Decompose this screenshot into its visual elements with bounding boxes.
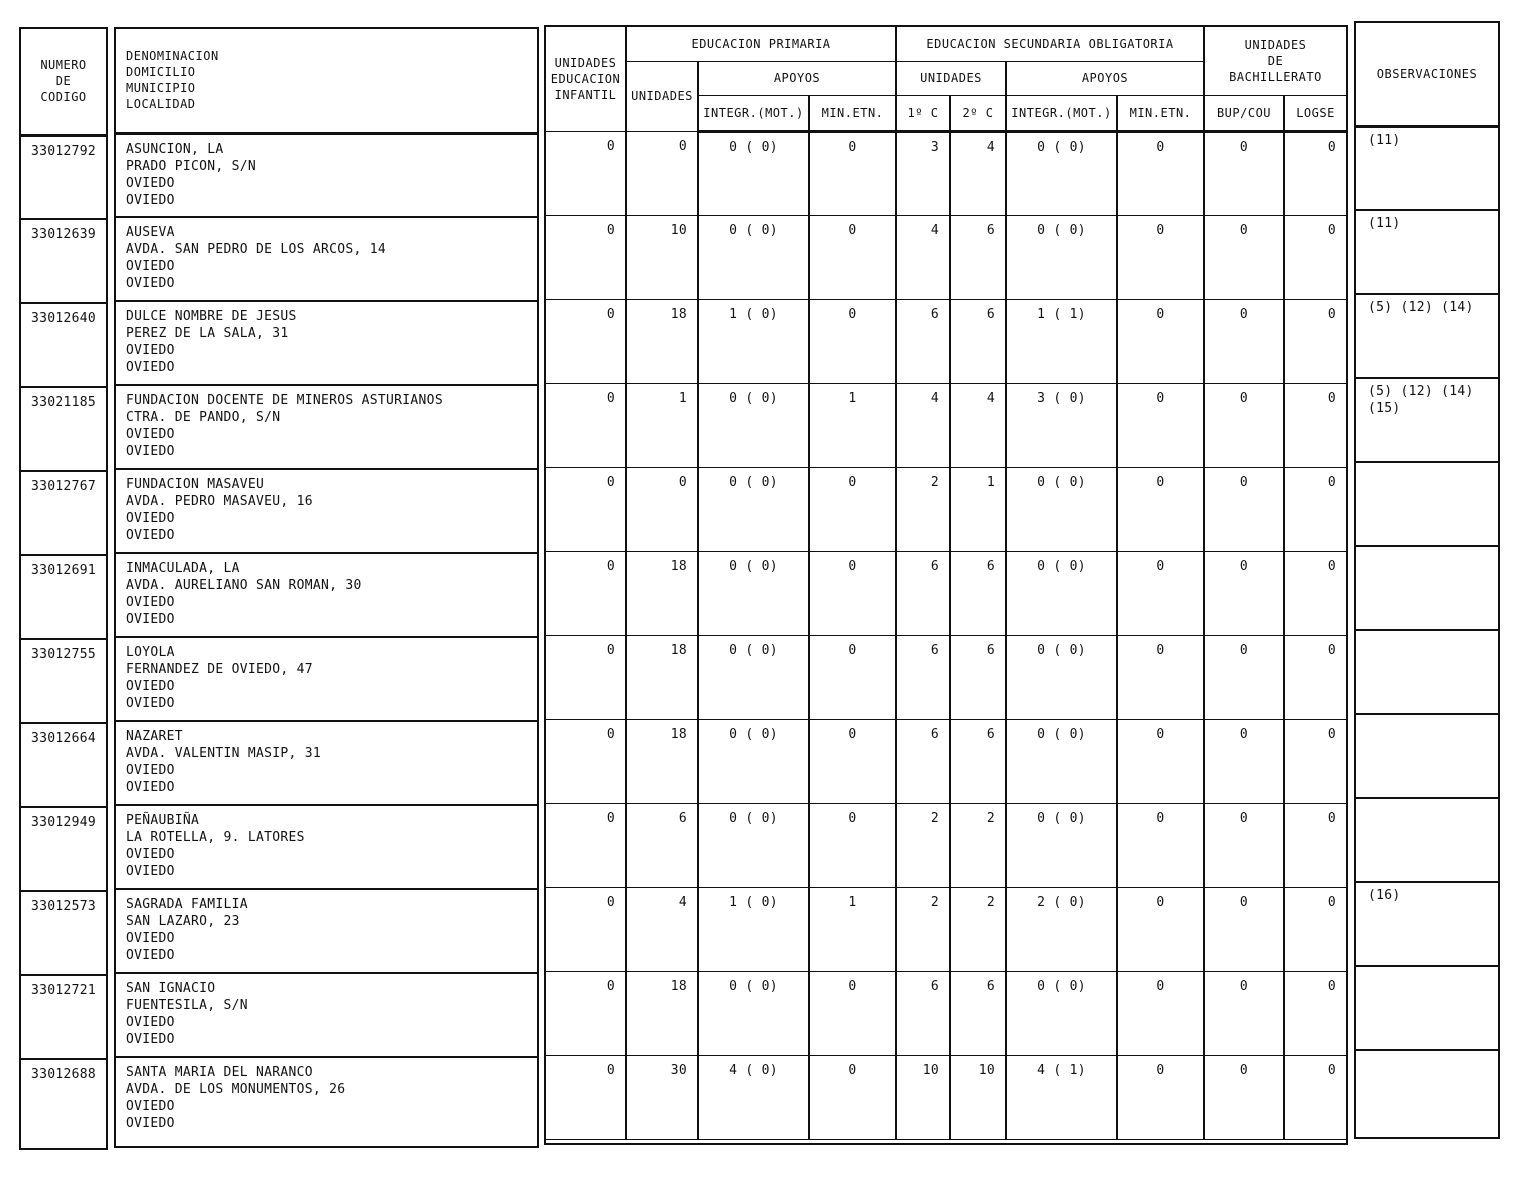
primaria-minetn: 0 bbox=[809, 551, 896, 635]
school-localidad: OVIEDO bbox=[126, 1116, 175, 1131]
observaciones-value bbox=[1356, 966, 1498, 1050]
bach-logse: 0 bbox=[1284, 467, 1346, 551]
eso-minetn: 0 bbox=[1117, 551, 1204, 635]
infantil-units: 0 bbox=[546, 551, 626, 635]
infantil-units: 0 bbox=[546, 719, 626, 803]
eso-minetn: 0 bbox=[1117, 803, 1204, 887]
eso-integr: 0 ( 0) bbox=[1006, 131, 1117, 215]
school-row bbox=[116, 805, 537, 889]
school-name: DULCE NOMBRE DE JESUS bbox=[126, 309, 297, 324]
school-municipio: OVIEDO bbox=[126, 847, 175, 862]
school-address-cell bbox=[116, 637, 537, 721]
eso-integr: 0 ( 0) bbox=[1006, 551, 1117, 635]
school-address: AVDA. PEDRO MASAVEU, 16 bbox=[126, 494, 313, 509]
primaria-integr: 0 ( 0) bbox=[698, 467, 809, 551]
units-row bbox=[546, 971, 1346, 1055]
infantil-units: 0 bbox=[546, 887, 626, 971]
observaciones-row bbox=[1356, 546, 1498, 630]
units-row bbox=[546, 551, 1346, 635]
center-code: 33012721 bbox=[21, 975, 106, 1059]
units-row bbox=[546, 887, 1346, 971]
eso-integr-header: INTEGR.(MOT.) bbox=[1006, 95, 1117, 131]
eso-1c-units: 3 bbox=[896, 131, 950, 215]
center-code: 33012767 bbox=[21, 471, 106, 555]
center-code: 33012639 bbox=[21, 219, 106, 303]
school-localidad: OVIEDO bbox=[126, 948, 175, 963]
school-address-cell bbox=[116, 553, 537, 637]
eso-minetn: 0 bbox=[1117, 131, 1204, 215]
code-column bbox=[21, 29, 106, 1143]
code-row bbox=[21, 387, 106, 471]
eso-minetn-header: MIN.ETN. bbox=[1117, 95, 1204, 131]
infantil-units: 0 bbox=[546, 215, 626, 299]
school-municipio: OVIEDO bbox=[126, 763, 175, 778]
primaria-integr: 0 ( 0) bbox=[698, 635, 809, 719]
school-name: FUNDACION DOCENTE DE MINEROS ASTURIANOS bbox=[126, 393, 443, 408]
school-municipio: OVIEDO bbox=[126, 427, 175, 442]
units-row bbox=[546, 1055, 1346, 1139]
primaria-minetn: 0 bbox=[809, 467, 896, 551]
school-name: SAGRADA FAMILIA bbox=[126, 897, 248, 912]
code-header-line-1: NUMERO bbox=[40, 58, 87, 73]
primaria-units: 10 bbox=[626, 215, 698, 299]
eso-integr: 0 ( 0) bbox=[1006, 971, 1117, 1055]
school-row bbox=[116, 553, 537, 637]
observaciones-row bbox=[1356, 378, 1498, 462]
school-localidad: OVIEDO bbox=[126, 360, 175, 375]
infantil-units: 0 bbox=[546, 467, 626, 551]
primaria-integr: 0 ( 0) bbox=[698, 719, 809, 803]
name-header-line-2: DOMICILIO bbox=[126, 65, 196, 80]
eso-integr: 2 ( 0) bbox=[1006, 887, 1117, 971]
bach-logse: 0 bbox=[1284, 719, 1346, 803]
code-header bbox=[21, 29, 106, 135]
school-address: FUENTESILA, S/N bbox=[126, 998, 248, 1013]
school-address: LA ROTELLA, 9. LATORES bbox=[126, 830, 305, 845]
school-municipio: OVIEDO bbox=[126, 679, 175, 694]
primaria-minetn-header: MIN.ETN. bbox=[809, 95, 896, 131]
observaciones-value bbox=[1356, 714, 1498, 798]
school-localidad: OVIEDO bbox=[126, 1032, 175, 1047]
eso-1c-units: 4 bbox=[896, 215, 950, 299]
school-localidad: OVIEDO bbox=[126, 864, 175, 879]
school-localidad: OVIEDO bbox=[126, 612, 175, 627]
school-row bbox=[116, 889, 537, 973]
school-address: AVDA. SAN PEDRO DE LOS ARCOS, 14 bbox=[126, 242, 387, 257]
eso-1c-units: 6 bbox=[896, 635, 950, 719]
school-name: AUSEVA bbox=[126, 225, 175, 240]
bach-logse: 0 bbox=[1284, 299, 1346, 383]
school-localidad: OVIEDO bbox=[126, 528, 175, 543]
primaria-integr: 1 ( 0) bbox=[698, 887, 809, 971]
primaria-units: 0 bbox=[626, 131, 698, 215]
observaciones-value: (11) bbox=[1356, 210, 1498, 294]
school-name: PEÑAUBIÑA bbox=[126, 813, 200, 828]
school-address: SAN LAZARO, 23 bbox=[126, 914, 240, 929]
school-name: INMACULADA, LA bbox=[126, 561, 240, 576]
primaria-minetn: 0 bbox=[809, 299, 896, 383]
primaria-minetn: 1 bbox=[809, 887, 896, 971]
school-address-cell bbox=[116, 721, 537, 805]
bach-bupcou: 0 bbox=[1204, 719, 1284, 803]
name-header-line-1: DENOMINACION bbox=[126, 49, 219, 64]
school-address: CTRA. DE PANDO, S/N bbox=[126, 410, 281, 425]
bach-bupcou: 0 bbox=[1204, 299, 1284, 383]
bach-bupcou: 0 bbox=[1204, 635, 1284, 719]
school-municipio: OVIEDO bbox=[126, 1015, 175, 1030]
school-municipio: OVIEDO bbox=[126, 343, 175, 358]
bach-logse: 0 bbox=[1284, 131, 1346, 215]
primaria-units: 4 bbox=[626, 887, 698, 971]
observaciones-value bbox=[1356, 1050, 1498, 1134]
school-localidad: OVIEDO bbox=[126, 276, 175, 291]
primaria-units: 6 bbox=[626, 803, 698, 887]
eso-1c-units: 10 bbox=[896, 1055, 950, 1139]
school-address-cell bbox=[116, 385, 537, 469]
eso-minetn: 0 bbox=[1117, 299, 1204, 383]
eso-2c-units: 4 bbox=[950, 383, 1006, 467]
eso-integr: 1 ( 1) bbox=[1006, 299, 1117, 383]
code-row bbox=[21, 639, 106, 723]
code-column-block bbox=[19, 27, 108, 1150]
school-row bbox=[116, 217, 537, 301]
code-header-line-3: CODIGO bbox=[40, 90, 87, 105]
school-municipio: OVIEDO bbox=[126, 1099, 175, 1114]
observaciones-column bbox=[1356, 23, 1498, 1134]
school-row bbox=[116, 721, 537, 805]
eso-integr: 0 ( 0) bbox=[1006, 635, 1117, 719]
eso-2c-header: 2º C bbox=[950, 95, 1006, 131]
observaciones-row bbox=[1356, 798, 1498, 882]
school-name: SANTA MARIA DEL NARANCO bbox=[126, 1065, 313, 1080]
eso-1c-header: 1º C bbox=[896, 95, 950, 131]
primaria-units: 18 bbox=[626, 971, 698, 1055]
units-row bbox=[546, 299, 1346, 383]
primaria-units: 1 bbox=[626, 383, 698, 467]
eso-2c-units: 2 bbox=[950, 803, 1006, 887]
primaria-integr: 0 ( 0) bbox=[698, 971, 809, 1055]
eso-integr: 3 ( 0) bbox=[1006, 383, 1117, 467]
school-name: LOYOLA bbox=[126, 645, 175, 660]
center-code: 33012688 bbox=[30, 1067, 96, 1082]
primaria-integr-header: INTEGR.(MOT.) bbox=[698, 95, 809, 131]
infantil-units: 0 bbox=[546, 635, 626, 719]
eso-1c-units: 6 bbox=[896, 299, 950, 383]
units-row bbox=[546, 467, 1346, 551]
units-row bbox=[546, 719, 1346, 803]
school-row bbox=[116, 637, 537, 721]
bachillerato-header bbox=[1204, 27, 1346, 95]
infantil-units: 0 bbox=[546, 299, 626, 383]
infantil-units: 0 bbox=[546, 131, 626, 215]
bach-logse: 0 bbox=[1284, 551, 1346, 635]
primaria-minetn: 0 bbox=[809, 719, 896, 803]
eso-integr: 0 ( 0) bbox=[1006, 215, 1117, 299]
eso-minetn: 0 bbox=[1117, 215, 1204, 299]
primaria-minetn: 0 bbox=[809, 215, 896, 299]
code-row bbox=[21, 219, 106, 303]
units-row bbox=[546, 635, 1346, 719]
observaciones-row bbox=[1356, 126, 1498, 210]
observaciones-value bbox=[1356, 798, 1498, 882]
school-address: AVDA. DE LOS MONUMENTOS, 26 bbox=[126, 1082, 346, 1097]
primaria-units: 18 bbox=[626, 299, 698, 383]
infantil-units: 0 bbox=[546, 1055, 626, 1139]
observaciones-value bbox=[1356, 462, 1498, 546]
units-row bbox=[546, 803, 1346, 887]
bach-logse: 0 bbox=[1284, 1055, 1346, 1139]
infantil-header-line-3: INFANTIL bbox=[554, 87, 617, 102]
observaciones-row bbox=[1356, 630, 1498, 714]
school-address-cell bbox=[116, 469, 537, 553]
eso-2c-units: 6 bbox=[950, 215, 1006, 299]
eso-2c-units: 2 bbox=[950, 887, 1006, 971]
bach-bupcou: 0 bbox=[1204, 383, 1284, 467]
bach-bupcou: 0 bbox=[1204, 131, 1284, 215]
primaria-minetn: 0 bbox=[809, 803, 896, 887]
school-address-cell bbox=[116, 133, 537, 217]
bach-bupcou: 0 bbox=[1204, 1055, 1284, 1139]
eso-2c-units: 1 bbox=[950, 467, 1006, 551]
primaria-integr: 1 ( 0) bbox=[698, 299, 809, 383]
primaria-units: 0 bbox=[626, 467, 698, 551]
school-address-cell bbox=[116, 973, 537, 1057]
school-address-cell bbox=[116, 889, 537, 973]
bach-logse: 0 bbox=[1284, 803, 1346, 887]
school-municipio: OVIEDO bbox=[126, 511, 175, 526]
name-header bbox=[116, 29, 537, 133]
eso-1c-units: 6 bbox=[896, 971, 950, 1055]
school-name: NAZARET bbox=[126, 729, 183, 744]
bach-logse: 0 bbox=[1284, 215, 1346, 299]
center-code: 33021185 bbox=[21, 387, 106, 471]
primaria-minetn: 0 bbox=[809, 131, 896, 215]
bach-bupcou: 0 bbox=[1204, 551, 1284, 635]
eso-integr: 0 ( 0) bbox=[1006, 467, 1117, 551]
units-row bbox=[546, 383, 1346, 467]
eso-1c-units: 6 bbox=[896, 551, 950, 635]
center-code: 33012664 bbox=[21, 723, 106, 807]
school-municipio: OVIEDO bbox=[126, 259, 175, 274]
observaciones-value: (16) bbox=[1356, 882, 1498, 966]
school-row bbox=[116, 385, 537, 469]
school-municipio: OVIEDO bbox=[126, 595, 175, 610]
primaria-units: 30 bbox=[626, 1055, 698, 1139]
center-code: 33012640 bbox=[21, 303, 106, 387]
bach-bupcou: 0 bbox=[1204, 467, 1284, 551]
school-name: FUNDACION MASAVEU bbox=[126, 477, 265, 492]
primaria-integr: 0 ( 0) bbox=[698, 551, 809, 635]
code-row bbox=[21, 1059, 106, 1143]
eso-integr: 0 ( 0) bbox=[1006, 803, 1117, 887]
eso-minetn: 0 bbox=[1117, 1055, 1204, 1139]
primaria-minetn: 1 bbox=[809, 383, 896, 467]
eso-apoyos-header: APOYOS bbox=[1006, 61, 1204, 95]
eso-2c-units: 6 bbox=[950, 971, 1006, 1055]
school-row bbox=[116, 301, 537, 385]
eso-unidades-header: UNIDADES bbox=[896, 61, 1006, 95]
bach-bupcou: 0 bbox=[1204, 803, 1284, 887]
name-column-block bbox=[114, 27, 539, 1148]
school-localidad: OVIEDO bbox=[126, 192, 175, 208]
observaciones-header: OBSERVACIONES bbox=[1356, 23, 1498, 126]
code-row bbox=[21, 723, 106, 807]
primaria-integr: 0 ( 0) bbox=[698, 215, 809, 299]
code-header-line-2: DE bbox=[55, 74, 72, 89]
eso-1c-units: 2 bbox=[896, 887, 950, 971]
eso-minetn: 0 bbox=[1117, 719, 1204, 803]
primaria-unidades-header: UNIDADES bbox=[626, 61, 698, 131]
infantil-units: 0 bbox=[546, 383, 626, 467]
observaciones-row bbox=[1356, 714, 1498, 798]
observaciones-value: (5) (12) (14) (15) bbox=[1356, 378, 1498, 462]
code-row bbox=[21, 471, 106, 555]
school-address: PRADO PICON, S/N bbox=[126, 158, 257, 174]
code-row bbox=[21, 135, 106, 219]
school-row bbox=[116, 1057, 537, 1141]
infantil-units: 0 bbox=[546, 803, 626, 887]
primaria-integr: 4 ( 0) bbox=[698, 1055, 809, 1139]
eso-minetn: 0 bbox=[1117, 383, 1204, 467]
school-row bbox=[116, 973, 537, 1057]
bach-bupcou-header: BUP/COU bbox=[1204, 95, 1284, 131]
observaciones-value bbox=[1356, 630, 1498, 714]
school-localidad: OVIEDO bbox=[126, 444, 175, 459]
center-code: 33012755 bbox=[21, 639, 106, 723]
primaria-minetn: 0 bbox=[809, 635, 896, 719]
eso-header: EDUCACION SECUNDARIA OBLIGATORIA bbox=[896, 27, 1204, 61]
center-code: 33012691 bbox=[21, 555, 106, 639]
school-name: ASUNCION, LA bbox=[126, 141, 224, 157]
name-header-line-4: LOCALIDAD bbox=[126, 97, 196, 112]
school-row bbox=[116, 133, 537, 217]
school-address-cell bbox=[116, 1057, 537, 1141]
bach-header-line-3: BACHILLERATO bbox=[1229, 69, 1322, 84]
primaria-minetn: 0 bbox=[809, 1055, 896, 1139]
primaria-header: EDUCACION PRIMARIA bbox=[626, 27, 896, 61]
school-address: AVDA. AURELIANO SAN ROMAN, 30 bbox=[126, 578, 362, 593]
school-address: AVDA. VALENTIN MASIP, 31 bbox=[126, 746, 322, 761]
bach-header-line-1: UNIDADES bbox=[1244, 37, 1307, 52]
eso-integr: 4 ( 1) bbox=[1006, 1055, 1117, 1139]
observaciones-row bbox=[1356, 210, 1498, 294]
primaria-units: 18 bbox=[626, 719, 698, 803]
school-address-cell bbox=[116, 301, 537, 385]
eso-2c-units: 6 bbox=[950, 635, 1006, 719]
school-municipio: OVIEDO bbox=[126, 931, 175, 946]
center-code: 33012792 bbox=[21, 135, 106, 219]
school-address: FERNANDEZ DE OVIEDO, 47 bbox=[126, 662, 313, 677]
eso-minetn: 0 bbox=[1117, 971, 1204, 1055]
primaria-minetn: 0 bbox=[809, 971, 896, 1055]
primaria-integr: 0 ( 0) bbox=[698, 383, 809, 467]
infantil-header-line-1: UNIDADES bbox=[554, 55, 617, 70]
eso-1c-units: 2 bbox=[896, 803, 950, 887]
eso-2c-units: 6 bbox=[950, 299, 1006, 383]
school-address-cell bbox=[116, 217, 537, 301]
eso-2c-units: 6 bbox=[950, 719, 1006, 803]
name-header-line-3: MUNICIPIO bbox=[126, 81, 196, 96]
eso-1c-units: 2 bbox=[896, 467, 950, 551]
code-row bbox=[21, 303, 106, 387]
code-row bbox=[21, 975, 106, 1059]
eso-minetn: 0 bbox=[1117, 635, 1204, 719]
primaria-apoyos-header: APOYOS bbox=[698, 61, 896, 95]
infantil-header-line-2: EDUCACION bbox=[550, 71, 621, 86]
primaria-units: 18 bbox=[626, 551, 698, 635]
code-row bbox=[21, 807, 106, 891]
observaciones-row bbox=[1356, 294, 1498, 378]
primaria-integr: 0 ( 0) bbox=[698, 803, 809, 887]
eso-minetn: 0 bbox=[1117, 887, 1204, 971]
bach-bupcou: 0 bbox=[1204, 887, 1284, 971]
bach-logse-header: LOGSE bbox=[1284, 95, 1346, 131]
center-code: 33012949 bbox=[21, 807, 106, 891]
bach-bupcou: 0 bbox=[1204, 971, 1284, 1055]
observaciones-row bbox=[1356, 1050, 1498, 1134]
observaciones-value bbox=[1356, 546, 1498, 630]
eso-2c-units: 4 bbox=[950, 131, 1006, 215]
bach-logse: 0 bbox=[1284, 635, 1346, 719]
units-block bbox=[544, 25, 1348, 1145]
observaciones-value: (5) (12) (14) bbox=[1356, 294, 1498, 378]
center-code: 33012573 bbox=[21, 891, 106, 975]
observaciones-row bbox=[1356, 966, 1498, 1050]
eso-2c-units: 6 bbox=[950, 551, 1006, 635]
bach-bupcou: 0 bbox=[1204, 215, 1284, 299]
eso-2c-units: 10 bbox=[950, 1055, 1006, 1139]
school-address: PEREZ DE LA SALA, 31 bbox=[126, 326, 289, 341]
units-row bbox=[546, 131, 1346, 215]
school-localidad: OVIEDO bbox=[126, 696, 175, 711]
school-municipio: OVIEDO bbox=[126, 175, 175, 191]
observaciones-value: (11) bbox=[1356, 126, 1498, 210]
code-row bbox=[21, 891, 106, 975]
eso-integr: 0 ( 0) bbox=[1006, 719, 1117, 803]
infantil-header bbox=[546, 27, 626, 131]
eso-minetn: 0 bbox=[1117, 467, 1204, 551]
units-table bbox=[546, 27, 1346, 1140]
code-row bbox=[21, 555, 106, 639]
bach-logse: 0 bbox=[1284, 383, 1346, 467]
observaciones-block bbox=[1354, 21, 1500, 1139]
infantil-units: 0 bbox=[546, 971, 626, 1055]
school-localidad: OVIEDO bbox=[126, 780, 175, 795]
bach-logse: 0 bbox=[1284, 887, 1346, 971]
primaria-units: 18 bbox=[626, 635, 698, 719]
name-column bbox=[116, 29, 537, 1141]
school-name: SAN IGNACIO bbox=[126, 981, 216, 996]
primaria-integr: 0 ( 0) bbox=[698, 131, 809, 215]
bach-header-line-2: DE bbox=[1267, 53, 1284, 68]
units-row bbox=[546, 215, 1346, 299]
eso-1c-units: 6 bbox=[896, 719, 950, 803]
school-address-cell bbox=[116, 805, 537, 889]
school-row bbox=[116, 469, 537, 553]
observaciones-row bbox=[1356, 462, 1498, 546]
eso-1c-units: 4 bbox=[896, 383, 950, 467]
observaciones-row bbox=[1356, 882, 1498, 966]
bach-logse: 0 bbox=[1284, 971, 1346, 1055]
